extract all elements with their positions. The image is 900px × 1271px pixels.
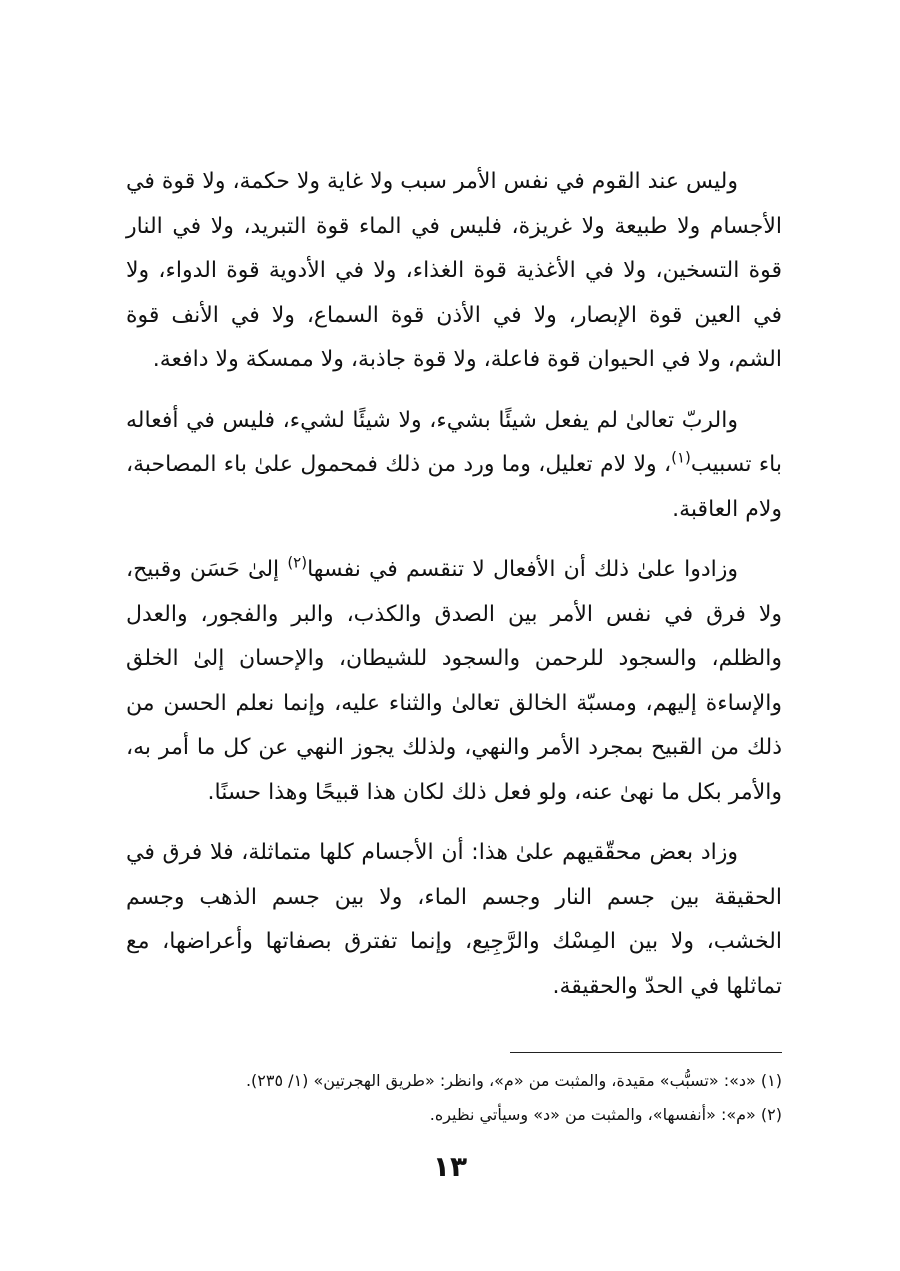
paragraph-3-text-start: وزادوا علىٰ ذلك أن الأفعال لا تنقسم في نفسها: [307, 557, 739, 582]
footnotes: [126, 1064, 782, 1132]
footnote-marker-2[interactable]: (٢): [287, 553, 308, 572]
main-text: [126, 160, 782, 1025]
paragraph-2-text-start: والربّ تعالىٰ لم يفعل شيئًا بشيء، ولا شيئًا لشيء، فليس في أفعاله باء تسبيب: [126, 407, 783, 477]
footnote-1: (١) «د»: «تسبُّب» مقيدة، والمثبت من «م»، وانظر: «طريق الهجرتين» (١/ ٢٣٥).: [245, 1071, 782, 1090]
footnote-2: (٢) «م»: «أنفسها»، والمثبت من «د» وسيأتي نظيره.: [429, 1105, 782, 1124]
paragraph-2: [126, 399, 782, 533]
paragraph-1: وليس عند القوم في نفس الأمر سبب ولا غاية ولا حكمة، ولا قوة في الأجسام ولا طبيعة ولا غريزة، فليس في الماء قوة التبريد، ولا في النار قوة التسخين، ولا في الأغذية قوة الغذاء، ولا في الأدوية قوة الدواء، ولا في العين قوة الإبصار، ولا في الأذن قوة السماع، ولا في الأنف قوة الشم، ولا في الحيوان قوة فاعلة، ولا قوة جاذبة، ولا ممسكة ولا دافعة.: [126, 169, 782, 372]
paragraph-4: وزاد بعض محقّقيهم علىٰ هذا: أن الأجسام كلها متماثلة، فلا فرق في الحقيقة بين جسم النار وجسم الماء، ولا بين جسم الذهب وجسم الخشب، ولا بين المِسْك والرَّجِيع، وإنما تفترق بصفاتها وأعراضها، مع تماثلها في الحدّ والحقيقة.: [126, 840, 782, 999]
paragraph-2-text-end: ، ولا لام تعليل، وما ورد من ذلك فمحمول علىٰ باء المصاحبة، ولام العاقبة.: [126, 452, 782, 522]
paragraph-3-text-end: إلىٰ حَسَن وقبيح، ولا فرق في نفس الأمر بين الصدق والكذب، والبر والفجور، والعدل والظلم، والسجود للرحمن والسجود للشيطان، والإحسان إلىٰ الخلق والإساءة إليهم، ومسبّة الخالق تعالىٰ والثناء عليه، وإنما نعلم الحسن من ذلك من القبيح بمجرد الأمر والنهي، ولذلك يجوز النهي عن كل ما أمر به، والأمر بكل ما نهىٰ عنه، ولو فعل ذلك لكان هذا قبيحًا وهذا حسنًا.: [126, 557, 782, 805]
paragraph-3: [126, 548, 782, 815]
footnote-separator: [510, 1052, 782, 1053]
page-number: ١٣: [432, 1150, 468, 1183]
footnote-marker-1[interactable]: (١): [671, 448, 691, 467]
